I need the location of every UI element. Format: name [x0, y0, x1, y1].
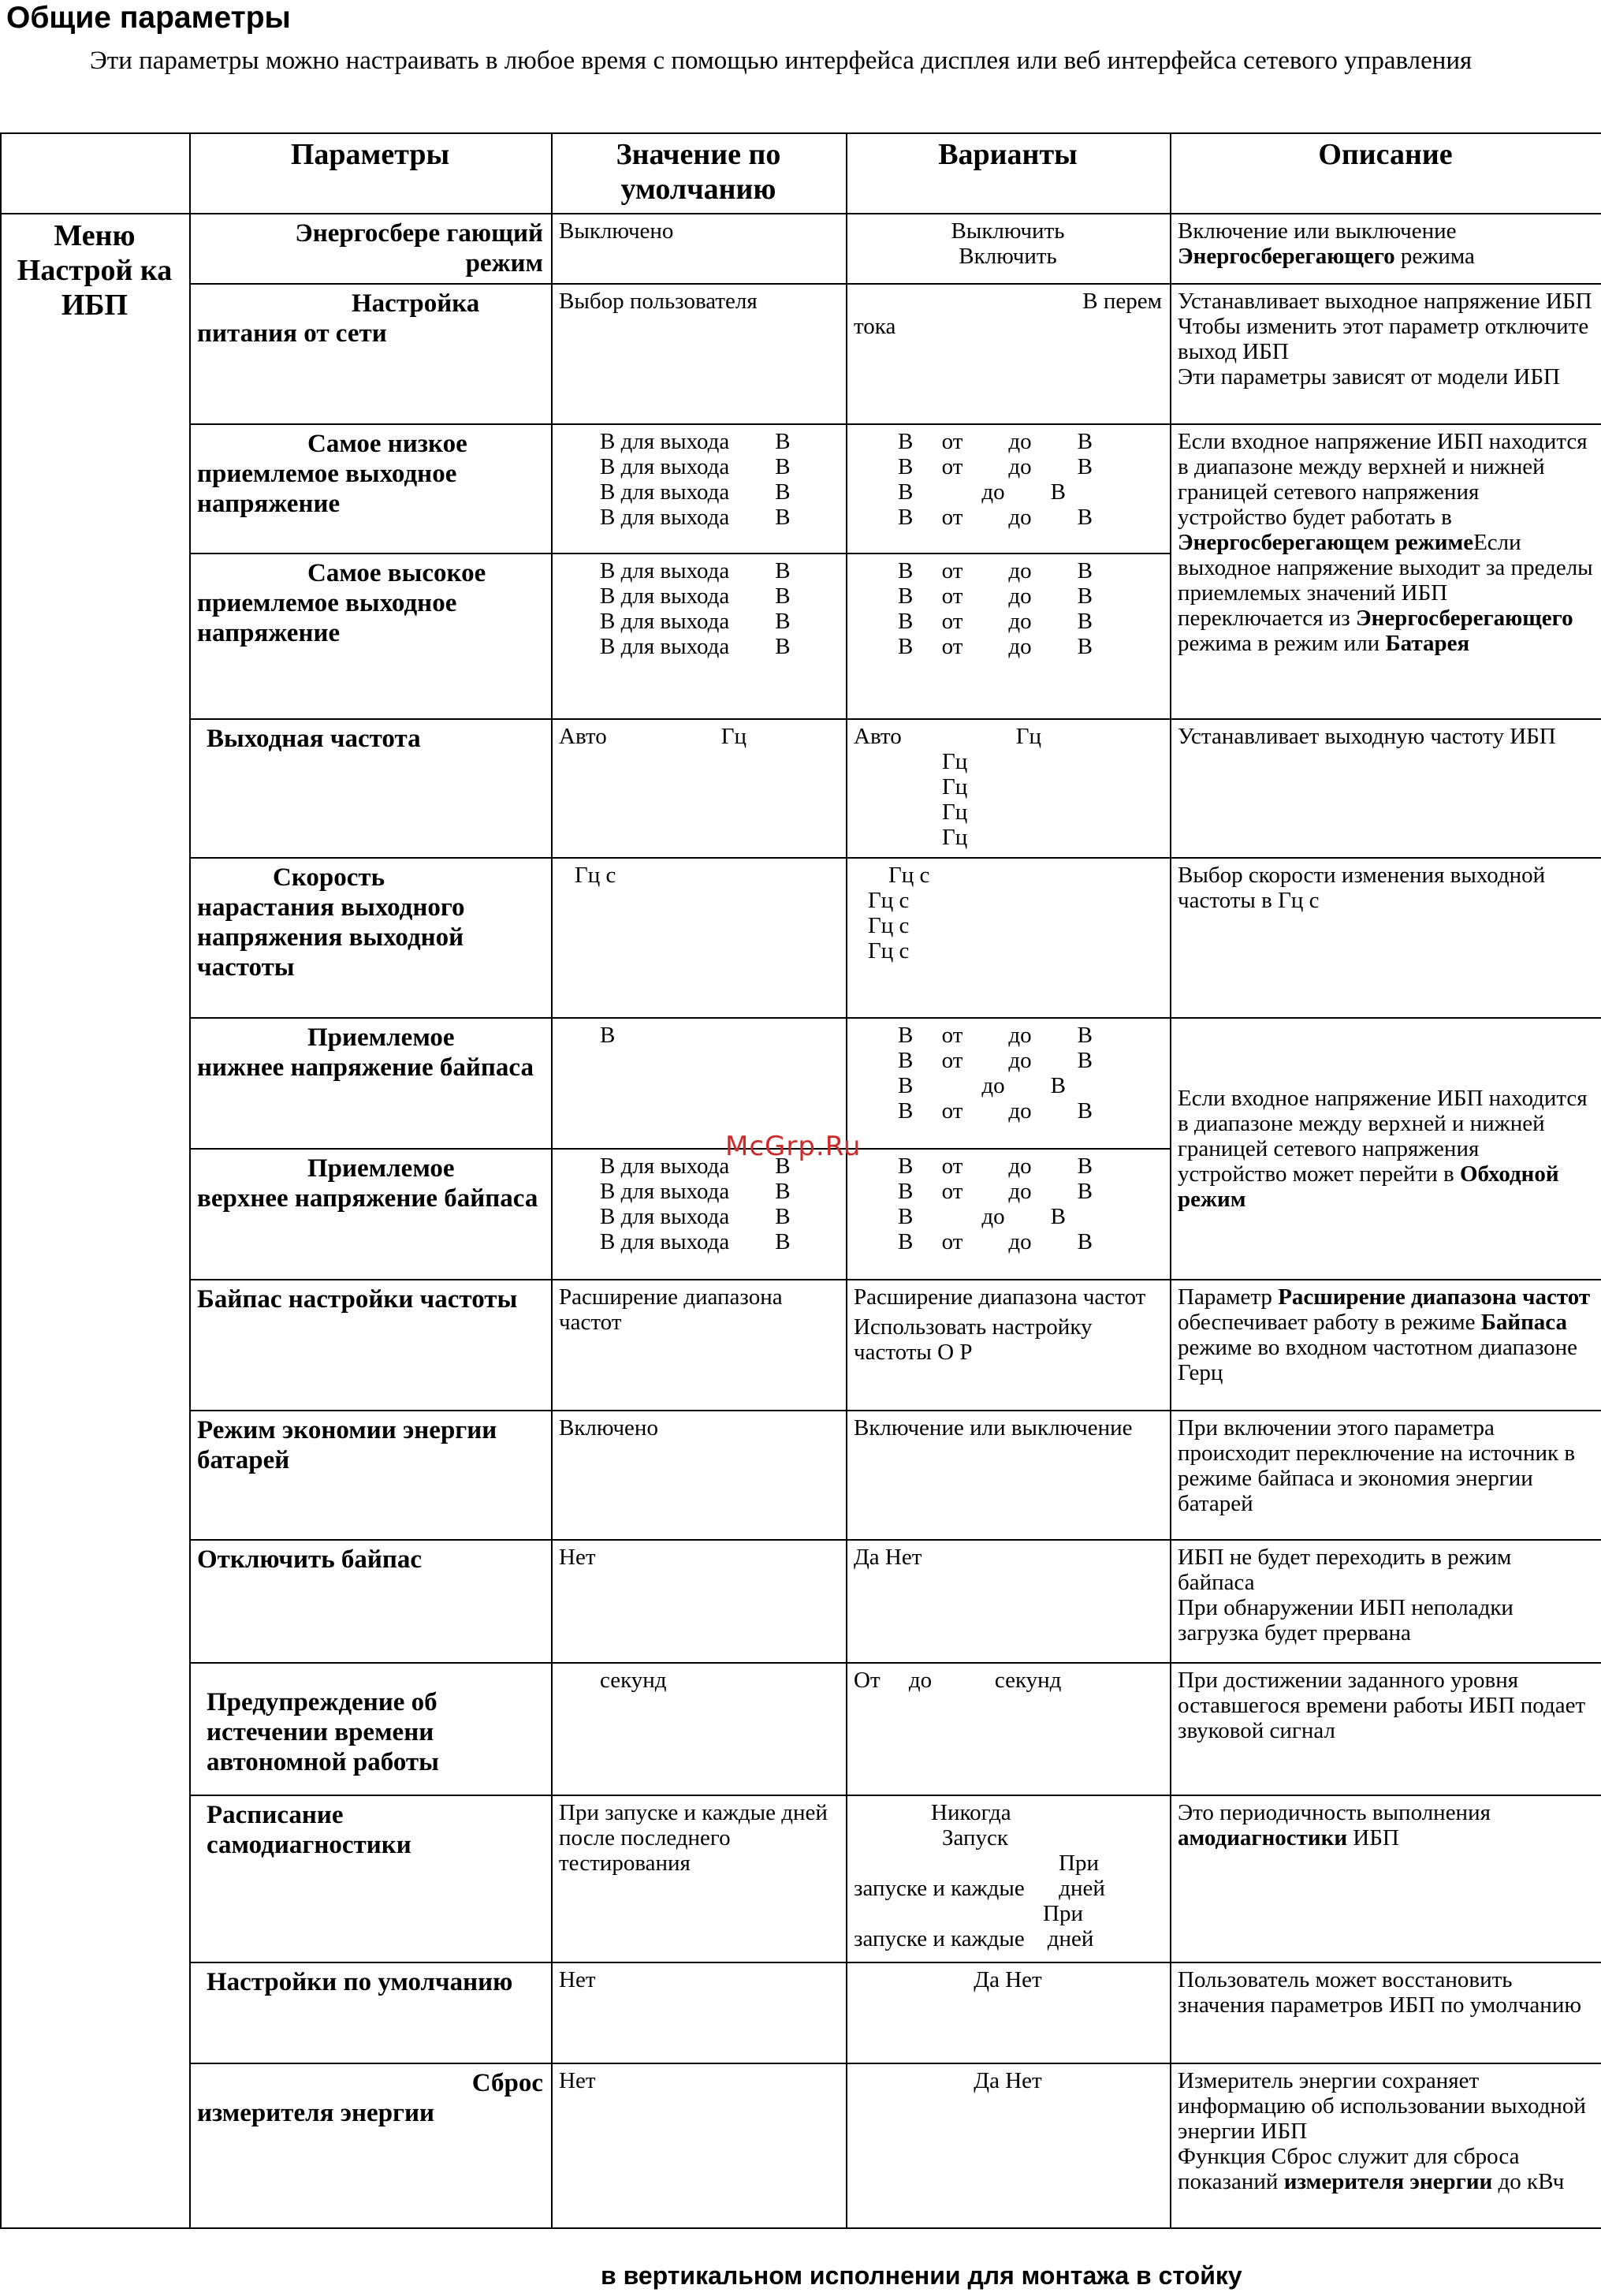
options-value: Гц с Гц с Гц с Гц с	[847, 858, 1171, 1018]
table-row	[1, 1540, 1601, 1663]
footer-text: в вертикальном исполнении для монтажа в стойку	[601, 2261, 1242, 2290]
options-value: Включение или выключение	[847, 1411, 1171, 1540]
description: При включении этого параметра происходит переключение на источник в режиме байпаса и экономия энергии батарей	[1171, 1411, 1601, 1540]
param-name: Самое низкое приемлемое выходное напряжение	[190, 424, 552, 554]
default-value: При запуске и каждые дней после последнего тестирования	[552, 1795, 847, 1962]
description: Выбор скорости изменения выходной частоты в Гц с	[1171, 858, 1601, 1018]
param-name: Выходная частота	[190, 719, 552, 858]
table-row	[1, 284, 1601, 424]
page-title: Общие параметры	[6, 1, 291, 35]
default-value: Нет	[552, 1962, 847, 2063]
options-value: В от до В В от до В В до В В от до В	[847, 1149, 1171, 1280]
description: ИБП не будет переходить в режим байпаса При обнаружении ИБП неполадки загрузка будет прервана	[1171, 1540, 1601, 1663]
table-row	[1, 2063, 1601, 2228]
param-name: Отключить байпас	[190, 1540, 552, 1663]
parameters-table	[0, 132, 1601, 2229]
menu-label: Меню Настрой ка ИБП	[1, 214, 190, 2228]
options-value: Выключить Включить	[847, 214, 1171, 284]
table-row	[1, 1018, 1601, 1149]
default-value: Авто Гц	[552, 719, 847, 858]
default-value: В для выхода В В для выхода В В для выхода В В для выхода В	[552, 554, 847, 719]
default-value: В для выхода В В для выхода В В для выхода В В для выхода В	[552, 1149, 847, 1280]
table-row	[1, 1280, 1601, 1411]
table-row	[1, 1795, 1601, 1962]
description: При достижении заданного уровня оставшегося времени работы ИБП подает звуковой сигнал	[1171, 1663, 1601, 1795]
header-empty	[1, 133, 190, 214]
options-value: В от до В В от до В В от до В В от до В	[847, 554, 1171, 719]
default-value: Выбор пользователя	[552, 284, 847, 424]
table-row	[1, 1411, 1601, 1540]
param-name: Приемлемое верхнее напряжение байпаса	[190, 1149, 552, 1280]
default-value: Включено	[552, 1411, 847, 1540]
default-value: секунд	[552, 1663, 847, 1795]
param-name: Режим экономии энергии батарей	[190, 1411, 552, 1540]
options-value: В перем тока	[847, 284, 1171, 424]
watermark: McGrp.Ru	[725, 1131, 862, 1162]
param-name: Сброс измерителя энергии	[190, 2063, 552, 2228]
default-value: Выключено	[552, 214, 847, 284]
options-value: Да Нет	[847, 1540, 1171, 1663]
default-value: Нет	[552, 1540, 847, 1663]
description: Параметр Расширение диапазона частот обеспечивает работу в режиме Байпаса режиме во входном частотном диапазоне Герц	[1171, 1280, 1601, 1411]
table-row	[1, 424, 1601, 554]
param-name: Расписание самодиагностики	[190, 1795, 552, 1962]
param-name: Настройка питания от сети	[190, 284, 552, 424]
table-header-row	[1, 133, 1601, 214]
header-description: Описание	[1171, 133, 1601, 214]
options-value: В от до В В от до В В до В В от до В	[847, 1018, 1171, 1149]
table-row	[1, 858, 1601, 1018]
param-name: Байпас настройки частоты	[190, 1280, 552, 1411]
description-bypass: Если входное напряжение ИБП находится в диапазоне между верхней и нижней границей сетевого напряжения устройство может перейти в Обходной режим	[1171, 1018, 1601, 1280]
default-value: В для выхода В В для выхода В В для выхода В В для выхода В	[552, 424, 847, 554]
param-name: Энергосбере гающий режим	[190, 214, 552, 284]
table-row	[1, 214, 1601, 284]
options-value: Никогда Запуск При запуске и каждые дней При запуске и каждые дней	[847, 1795, 1171, 1962]
description: Измеритель энергии сохраняет информацию об использовании выходной энергии ИБП Функция Сброс служит для сброса показаний измерителя энергии до кВч	[1171, 2063, 1601, 2228]
table-row	[1, 1962, 1601, 2063]
default-value: В	[552, 1018, 847, 1149]
options-value: Да Нет	[847, 2063, 1171, 2228]
default-value: Нет	[552, 2063, 847, 2228]
description: Устанавливает выходное напряжение ИБП Чтобы изменить этот параметр отключите выход ИБП Эти параметры зависят от модели ИБП	[1171, 284, 1601, 424]
description: Устанавливает выходную частоту ИБП	[1171, 719, 1601, 858]
description-voltage: Если входное напряжение ИБП находится в диапазоне между верхней и нижней границей сетевого напряжения устройство будет работать в Энергосберегающем режимеЕсли выходное напряжение выходит за пределы приемлемых значений ИБП переключается из Энергосберегающего режима в режим или Батарея	[1171, 424, 1601, 719]
intro-text: Эти параметры можно настраивать в любое время с помощью интерфейса дисплея или веб интерфейса сетевого управления	[90, 47, 1473, 75]
options-value: Авто Гц Гц Гц Гц Гц	[847, 719, 1171, 858]
param-name: Настройки по умолчанию	[190, 1962, 552, 2063]
param-name: Предупреждение об истечении времени автономной работы	[190, 1663, 552, 1795]
table-row	[1, 719, 1601, 858]
options-value: От до секунд	[847, 1663, 1171, 1795]
default-value: Расширение диапазона частот	[552, 1280, 847, 1411]
table-row	[1, 1663, 1601, 1795]
description: Пользователь может восстановить значения параметров ИБП по умолчанию	[1171, 1962, 1601, 2063]
default-value: Гц с	[552, 858, 847, 1018]
header-default: Значение по умолчанию	[552, 133, 847, 214]
header-parameters: Параметры	[190, 133, 552, 214]
options-value: Да Нет	[847, 1962, 1171, 2063]
param-name: Скорость нарастания выходного напряжения выходной частоты	[190, 858, 552, 1018]
options-value: В от до В В от до В В до В В от до В	[847, 424, 1171, 554]
header-options: Варианты	[847, 133, 1171, 214]
param-name: Приемлемое нижнее напряжение байпаса	[190, 1018, 552, 1149]
description: Включение или выключение Энергосберегающего режима	[1171, 214, 1601, 284]
param-name: Самое высокое приемлемое выходное напряжение	[190, 554, 552, 719]
options-value: Расширение диапазона частот Использовать настройку частоты О Р	[847, 1280, 1171, 1411]
description: Это периодичность выполнения амодиагностики ИБП	[1171, 1795, 1601, 1962]
